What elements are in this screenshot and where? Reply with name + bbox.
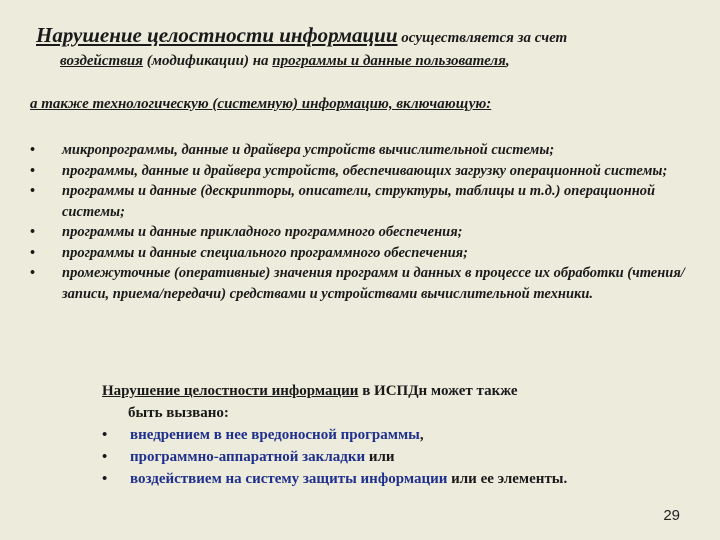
list-item: • внедрением в нее вредоносной программы, xyxy=(102,424,682,446)
list-item: • микропрограммы, данные и драйвера устройств вычислительной системы; xyxy=(30,140,690,161)
info-items-list xyxy=(30,140,690,304)
bullet-icon: • xyxy=(102,471,108,487)
heading-line2-c: программы и данные пользователя xyxy=(272,53,506,70)
bullet-icon: • xyxy=(30,183,36,199)
slide-heading xyxy=(36,22,696,71)
bullet-icon: • xyxy=(30,162,36,179)
bullet-icon: • xyxy=(102,449,108,465)
heading-line2-d: , xyxy=(505,53,510,70)
intro-text: а также технологическую (системную) информацию, включающую: xyxy=(30,96,492,112)
list-item: • программно-аппаратной закладки или xyxy=(102,446,682,468)
bullet-icon: • xyxy=(30,142,36,158)
bullet-icon: • xyxy=(30,265,36,281)
page-number: 29 xyxy=(663,507,680,524)
heading-line2 xyxy=(60,52,696,71)
list-item: • программы и данные (дескрипторы, описатели, структуры, таблицы и т.д.) операционной системы; xyxy=(30,183,656,220)
second-block xyxy=(102,380,682,490)
block2-title-rest: в ИСПДн может также xyxy=(358,383,518,399)
causes-list xyxy=(102,424,682,490)
list-item: • программы и данные специального программного обеспечения; xyxy=(30,243,690,264)
bullet-icon: • xyxy=(102,427,108,443)
block2-title: Нарушение целостности информации xyxy=(102,383,359,399)
heading-title: Нарушение целостности информации xyxy=(36,23,398,47)
bullet-icon: • xyxy=(30,224,36,240)
block2-cont: быть вызвано: xyxy=(128,405,229,421)
list-item: • промежуточные (оперативные) значения программ и данных в процессе их обработки (чтения/записи, приема/передачи) средствами и устройствами вычислительной техники. xyxy=(30,265,685,302)
list-item: • программы и данные прикладного программного обеспечения; xyxy=(30,222,690,243)
bullet-icon: • xyxy=(30,244,36,261)
heading-line2-a: воздействия xyxy=(60,53,143,70)
heading-rest: осуществляется за счет xyxy=(397,30,568,46)
list-item: • воздействием на систему защиты информации или ее элементы. xyxy=(102,468,682,490)
list-item: • программы, данные и драйвера устройств, обеспечивающих загрузку операционной системы; xyxy=(30,161,690,182)
heading-line2-b: (модификации) на xyxy=(143,53,273,70)
